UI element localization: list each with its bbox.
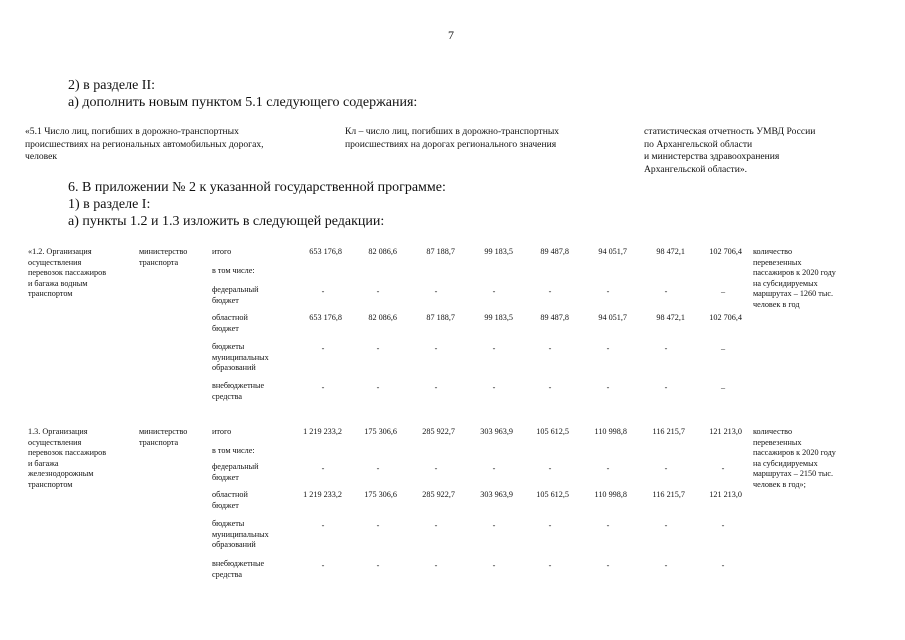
row13-name-line: транспортом xyxy=(28,480,73,489)
row12-value-cell: 87 188,7 xyxy=(426,247,455,256)
row12-value-cell: - xyxy=(376,383,380,392)
row13-value-cell: - xyxy=(548,464,552,473)
row12-value-cell: - xyxy=(434,344,438,353)
row13-name-line: осуществления xyxy=(28,437,82,447)
row12-indicator-line: на субсидируемых xyxy=(753,278,818,288)
row12-value-cell: 82 086,6 xyxy=(368,313,397,322)
row12-value-cell: - xyxy=(606,287,610,296)
row13-executor-line: министерство xyxy=(139,427,188,436)
row12-source-label: внебюджетные xyxy=(212,381,265,390)
row13-value-cell: - xyxy=(492,561,496,570)
row13-source-label: средства xyxy=(212,569,243,579)
row13-value-cell: 1 219 233,2 xyxy=(303,427,342,436)
row12-source-label: бюджеты xyxy=(212,342,245,351)
row12-value-cell: 653 176,8 xyxy=(309,313,342,322)
row13-value-cell: - xyxy=(376,521,380,530)
row13-value-cell: - xyxy=(434,561,438,570)
row12-name-line: транспортом xyxy=(28,289,73,299)
row13-value-cell: 303 963,9 xyxy=(480,427,513,436)
row13-value-cell: 116 215,7 xyxy=(652,490,685,499)
row13-value-cell: - xyxy=(492,521,496,530)
heading-section-1: 1) в разделе I: xyxy=(68,197,151,212)
row13-value-cell: - xyxy=(376,561,380,570)
row13-value-cell: - xyxy=(664,464,668,473)
heading-add-item: а) дополнить новым пунктом 5.1 следующего содержания: xyxy=(68,95,418,110)
row12-name-line: перевозок пассажиров xyxy=(28,268,107,278)
row12-value-cell: - xyxy=(548,383,552,392)
row12-value-cell: 94 051,7 xyxy=(598,313,627,322)
row13-value-cell: - xyxy=(434,464,438,473)
row12-value-cell: - xyxy=(434,287,438,296)
row12-value-cell: - xyxy=(606,344,610,353)
row12-value-cell: – xyxy=(720,383,726,392)
row13-value-cell: 110 998,8 xyxy=(594,427,627,436)
row13-executor-line: транспорта xyxy=(139,437,179,447)
row13-name-line: железнодорожным xyxy=(28,469,94,479)
row12-source-label: образований xyxy=(212,363,256,373)
row12-value-cell: 87 188,7 xyxy=(426,313,455,322)
row12-value-cell: - xyxy=(492,287,496,296)
heading-section-2: 2) в разделе II: xyxy=(68,78,156,93)
row13-name-line: 1.3. Организация xyxy=(28,427,88,436)
row13-value-cell: - xyxy=(664,561,668,570)
item51-col3-line: Архангельской области». xyxy=(644,163,748,175)
item51-col3-line: статистическая отчетность УМВД России xyxy=(644,126,816,137)
row13-value-cell: 110 998,8 xyxy=(594,490,627,499)
row12-value-cell: - xyxy=(434,383,438,392)
row13-value-cell: - xyxy=(548,561,552,570)
row13-value-cell: 175 306,6 xyxy=(364,490,397,499)
row13-indicator-line: человек в год»; xyxy=(753,480,806,489)
item51-col3-line: и министерства здравоохранения xyxy=(644,151,780,162)
row12-value-cell: - xyxy=(321,383,325,392)
row12-value-cell: 99 183,5 xyxy=(484,313,513,322)
row12-indicator-line: количество xyxy=(753,247,793,256)
row12-value-cell: – xyxy=(720,287,726,296)
row13-indicator-line: на субсидируемых xyxy=(753,458,818,468)
heading-items-replace: а) пункты 1.2 и 1.3 изложить в следующей редакции: xyxy=(68,214,385,229)
row13-value-cell: 1 219 233,2 xyxy=(303,490,342,499)
row12-value-cell: - xyxy=(321,344,325,353)
row12-source-label: областной xyxy=(212,313,248,322)
row13-value-cell: 285 922,7 xyxy=(422,427,455,436)
row12-value-cell: 94 051,7 xyxy=(598,247,627,256)
row12-value-cell: - xyxy=(548,344,552,353)
row12-value-cell: - xyxy=(492,383,496,392)
row13-value-cell: 105 612,5 xyxy=(536,490,569,499)
row13-value-cell: - xyxy=(664,521,668,530)
item51-col2-line: Кл – число лиц, погибших в дорожно-транспортных xyxy=(345,126,560,137)
row13-value-cell: - xyxy=(606,561,610,570)
row12-executor-line: министерство xyxy=(139,247,188,256)
row13-source-label: муниципальных xyxy=(212,529,269,539)
row12-indicator-line: человек в год xyxy=(753,300,800,309)
row12-value-cell: - xyxy=(376,287,380,296)
row13-name-line: перевозок пассажиров xyxy=(28,448,107,458)
row13-value-cell: - xyxy=(721,464,725,473)
item51-col1-line: «5.1 Число лиц, погибших в дорожно-транспортных xyxy=(25,126,239,137)
row12-value-cell: 99 183,5 xyxy=(484,247,513,256)
row12-source-label: средства xyxy=(212,391,243,401)
row13-indicator-line: пассажиров к 2020 году xyxy=(753,448,836,458)
row13-source-label: образований xyxy=(212,540,256,550)
row12-value-cell: 82 086,6 xyxy=(368,247,397,256)
row13-value-cell: - xyxy=(721,521,725,530)
row12-value-cell: 98 472,1 xyxy=(656,313,685,322)
row12-name-line: «1.2. Организация xyxy=(28,247,92,256)
row13-value-cell: - xyxy=(548,521,552,530)
row13-source-label: бюджет xyxy=(212,472,239,482)
row12-executor-line: транспорта xyxy=(139,257,179,267)
row13-indicator-line: перевезенных xyxy=(753,437,802,447)
row13-value-cell: - xyxy=(321,561,325,570)
row13-value-cell: - xyxy=(321,464,325,473)
row12-indicator-line: пассажиров к 2020 году xyxy=(753,268,836,278)
row12-value-cell: - xyxy=(492,344,496,353)
row13-value-cell: 121 213,0 xyxy=(709,427,742,436)
row12-value-cell: - xyxy=(321,287,325,296)
row12-indicator-line: маршрутах – 1260 тыс. xyxy=(753,289,834,299)
row13-source-label: бюджет xyxy=(212,500,239,510)
page-number: 7 xyxy=(448,28,454,42)
row12-value-cell: 89 487,8 xyxy=(540,247,569,256)
row12-value-cell: 102 706,4 xyxy=(709,313,742,322)
heading-appendix-2: 6. В приложении № 2 к указанной государственной программе: xyxy=(68,180,446,195)
row12-value-cell: 89 487,8 xyxy=(540,313,569,322)
row12-source-label: бюджет xyxy=(212,323,239,333)
row13-name-line: и багажа xyxy=(28,458,59,468)
row12-name-line: осуществления xyxy=(28,257,82,267)
row12-value-cell: - xyxy=(664,287,668,296)
row12-name-line: и багажа водным xyxy=(28,278,88,288)
row13-source-label: бюджеты xyxy=(212,519,245,528)
item51-col2-line: происшествиях на дорогах регионального значения xyxy=(345,138,557,150)
row12-value-cell: 653 176,8 xyxy=(309,247,342,256)
row12-source-label: в том числе: xyxy=(212,266,255,275)
row13-value-cell: 285 922,7 xyxy=(422,490,455,499)
row13-source-label: итого xyxy=(212,427,232,436)
row12-value-cell: - xyxy=(606,383,610,392)
row13-value-cell: - xyxy=(321,521,325,530)
row13-value-cell: - xyxy=(606,464,610,473)
row13-indicator-line: маршрутах – 2150 тыс. xyxy=(753,469,834,479)
row12-source-label: муниципальных xyxy=(212,352,269,362)
row12-value-cell: - xyxy=(376,344,380,353)
row13-source-label: областной xyxy=(212,490,248,499)
row12-indicator-line: перевезенных xyxy=(753,257,802,267)
row12-value-cell: – xyxy=(720,344,726,353)
row13-source-label: федеральный xyxy=(212,462,259,471)
row13-value-cell: - xyxy=(434,521,438,530)
row13-value-cell: 116 215,7 xyxy=(652,427,685,436)
row12-source-label: итого xyxy=(212,247,232,256)
row13-value-cell: 175 306,6 xyxy=(364,427,397,436)
row12-source-label: бюджет xyxy=(212,295,239,305)
item51-col1-line: человек xyxy=(25,151,58,162)
row12-source-label: федеральный xyxy=(212,285,259,294)
row13-source-label: внебюджетные xyxy=(212,559,265,568)
row13-value-cell: 121 213,0 xyxy=(709,490,742,499)
row13-value-cell: - xyxy=(721,561,725,570)
row12-value-cell: - xyxy=(664,344,668,353)
row12-value-cell: 98 472,1 xyxy=(656,247,685,256)
row13-value-cell: - xyxy=(492,464,496,473)
row12-value-cell: 102 706,4 xyxy=(709,247,742,256)
row13-value-cell: - xyxy=(606,521,610,530)
row12-value-cell: - xyxy=(664,383,668,392)
row13-value-cell: 105 612,5 xyxy=(536,427,569,436)
item51-col3-line: по Архангельской области xyxy=(644,138,753,150)
row13-value-cell: - xyxy=(376,464,380,473)
item51-col1-line: происшествиях на региональных автомобильных дорогах, xyxy=(25,138,264,150)
row12-value-cell: - xyxy=(548,287,552,296)
row13-indicator-line: количество xyxy=(753,427,793,436)
row13-source-label: в том числе: xyxy=(212,446,255,455)
row13-value-cell: 303 963,9 xyxy=(480,490,513,499)
